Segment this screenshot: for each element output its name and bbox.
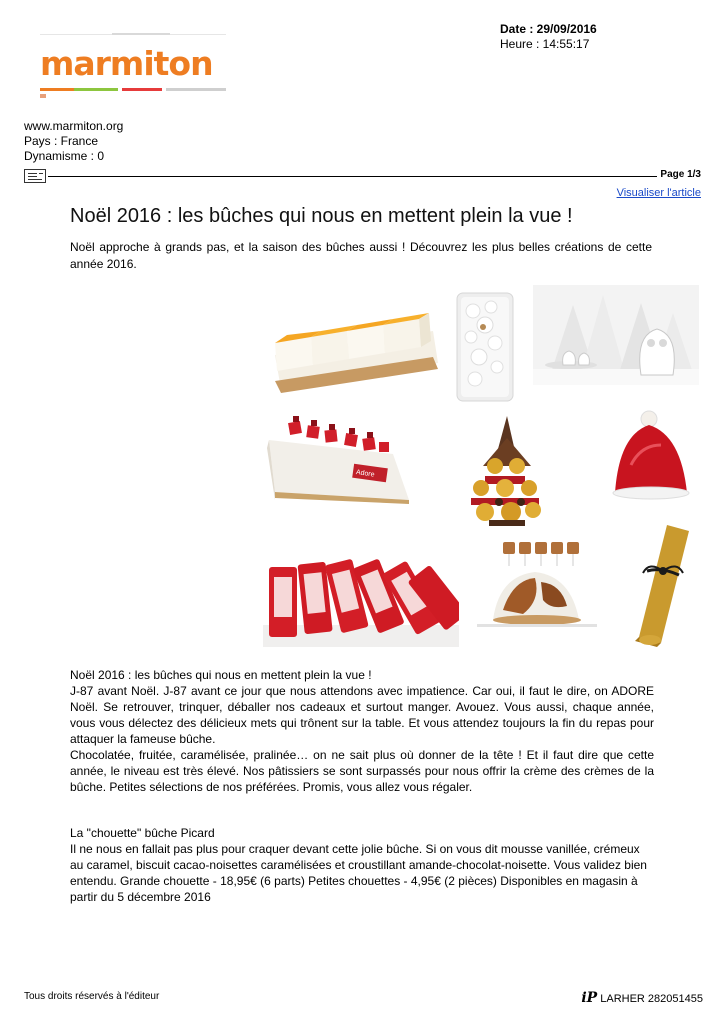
page-number: Page 1/3 — [660, 169, 701, 180]
ip-logo: iP — [581, 990, 598, 1006]
logo-stripe-orange — [40, 88, 74, 91]
adore-tag-label: Adore — [355, 469, 375, 479]
article-paragraph-2: Chocolatée, fruitée, caramélisée, pralinée… on ne sait plus où donner de la tête ! Et il faut dire que cette année, le niveau est très élevé. Nos pâtissiers se sont surpassés pour nous offrir la crème des crèmes de la bûche. Petites sélections de nos préférées. Promis, vous allez vous régaler. — [70, 748, 654, 794]
logo-stripe-green — [74, 88, 118, 91]
logo-text: marmiton — [40, 44, 213, 83]
photo-white-pearls-buche — [449, 285, 529, 405]
article-title: Noël 2016 : les bûches qui nous en mettent plein la vue ! — [70, 205, 573, 227]
photo-red-bows-buche — [263, 400, 419, 505]
photo-mango-buche — [263, 285, 445, 403]
footer-rights: Tous droits réservés à l'éditeur — [24, 991, 160, 1002]
picard-section — [70, 825, 654, 905]
section-text: Il ne nous en fallait pas plus pour craquer devant cette jolie bûche. Si on vous dit mousse vanillée, crémeux au caramel, biscuit cacao-noisettes caramélisées et croustillant amande-chocolat-noisette. Vous validez bien entendu. Grande chouette - 18,95€ (6 parts) Petites chouettes - 4,95€ (2 pièces) Disponibles en magasin à partir du 5 décembre 2016 — [70, 842, 647, 904]
source-dynamism: Dynamisme : 0 — [24, 149, 105, 163]
photo-fox-chocolate-buche — [463, 540, 603, 640]
logo-top-line-accent — [112, 33, 170, 35]
source-country: Pays : France — [24, 134, 99, 148]
article-paragraph-1: J-87 avant Noël. J-87 avant ce jour que nous attendons avec impatience. Car oui, il faut le dire, on ADORE Noël. Se retrouver, trinquer, déballer nos cadeaux et surtout manger. Avouez. Vous aussi, chaque année, vous vous délectez des délicieux mets qui trônent sur la table. Et vous attendez toujours la fin du repas pour attaquer la fameuse bûche. — [70, 684, 654, 746]
capture-meta — [500, 22, 597, 52]
capture-date: Date : 29/09/2016 — [500, 22, 597, 36]
logo-stripe-red — [122, 88, 162, 91]
article-body — [70, 667, 654, 795]
photo-gold-chocolate-tree — [455, 410, 555, 530]
footer-reference — [581, 990, 703, 1006]
source-meta — [24, 119, 123, 164]
document-icon — [24, 169, 46, 183]
header-rule — [48, 176, 657, 177]
photo-owl-winter-scene — [533, 285, 699, 385]
footer-ref-code: LARHER 282051455 — [600, 993, 703, 1005]
view-article-link[interactable]: Visualiser l'article — [616, 187, 701, 199]
photo-gold-log-buche — [609, 517, 699, 647]
photo-santa-hat-dessert — [601, 405, 699, 505]
logo-dot — [40, 94, 46, 98]
photo-phone-box-buches — [263, 547, 459, 647]
marmiton-logo — [36, 30, 230, 100]
section-title: La "chouette" bûche Picard — [70, 826, 215, 840]
article-intro: Noël approche à grands pas, et la saison des bûches aussi ! Découvrez les plus belles créations de cette année 2016. — [70, 240, 652, 271]
logo-stripe-grey — [166, 88, 226, 91]
capture-time: Heure : 14:55:17 — [500, 37, 590, 51]
article-body-heading: Noël 2016 : les bûches qui nous en mettent plein la vue ! — [70, 668, 372, 682]
buches-photo-collage — [263, 285, 699, 647]
source-url: www.marmiton.org — [24, 119, 124, 133]
